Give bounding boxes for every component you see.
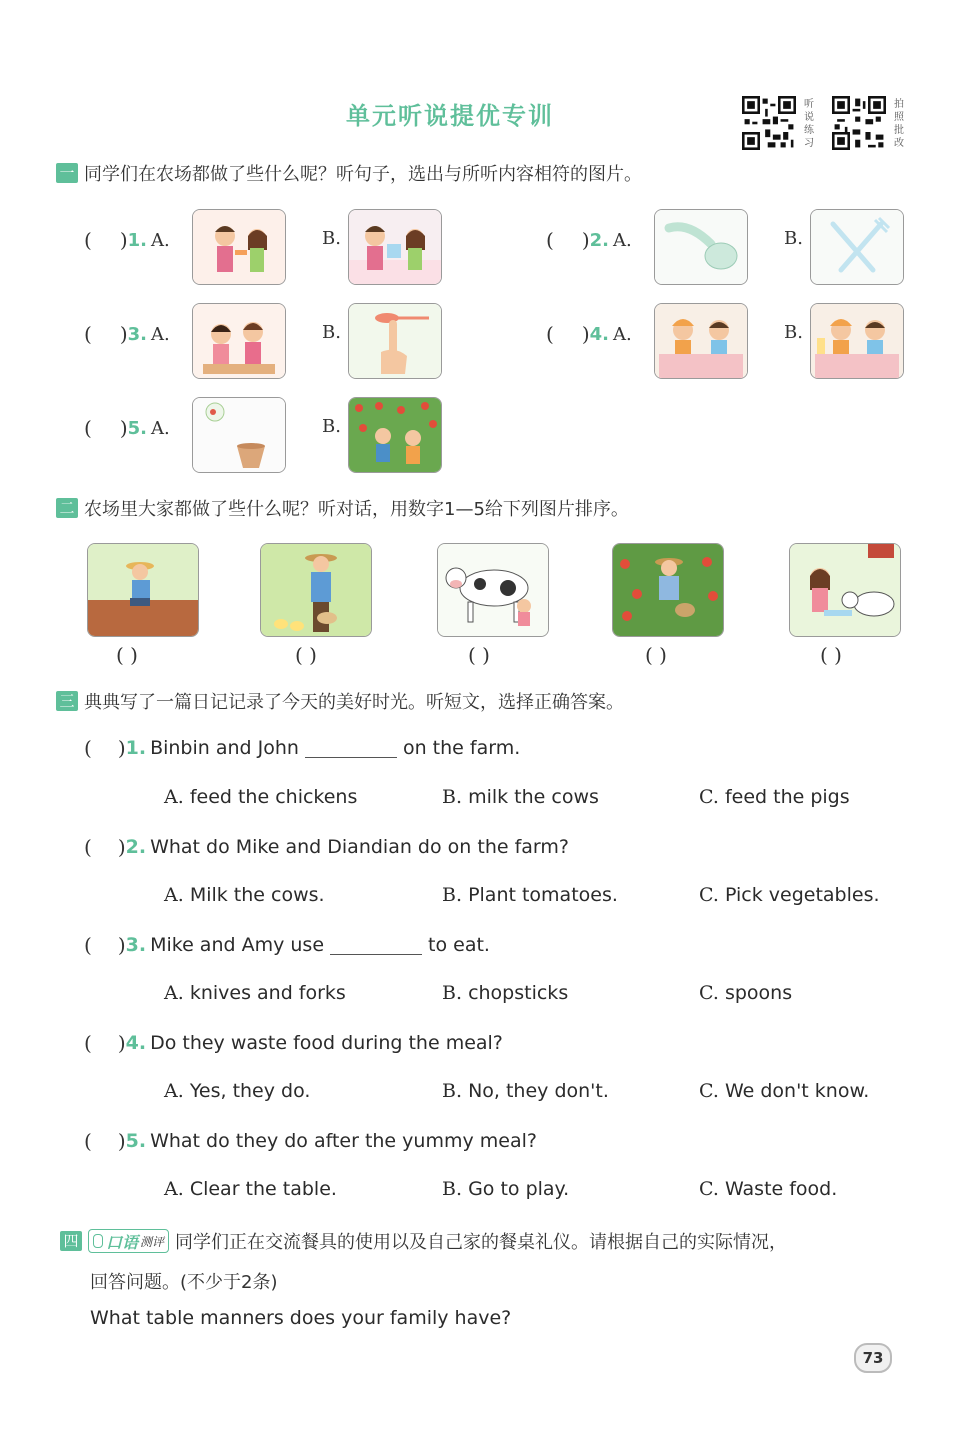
question-number: 3.	[127, 323, 147, 345]
s1-question-3	[84, 322, 170, 346]
s1-question-2	[546, 228, 632, 252]
s2-answer-paren-3[interactable]: ( )	[468, 643, 490, 667]
option-b-label: B.	[322, 228, 341, 249]
s3-question-2	[84, 835, 569, 859]
s1-question-4	[546, 322, 632, 346]
answer-paren-close: )	[119, 416, 128, 440]
s2-answer-paren-5[interactable]: ( )	[820, 643, 842, 667]
microphone-icon	[93, 1234, 103, 1248]
answer-paren-close: )	[117, 933, 126, 957]
qr-code-photo-correction[interactable]	[832, 96, 886, 150]
answer-paren-open[interactable]: (	[84, 416, 92, 440]
question-number: 4.	[125, 1032, 147, 1054]
answer-paren-close: )	[581, 228, 590, 252]
s1q2-option-b	[784, 228, 803, 249]
question-stem: What do they do after the yummy meal?	[150, 1130, 537, 1152]
s1q2-picture-a[interactable]	[654, 209, 748, 285]
s3q4-option-a[interactable]: A. Yes, they do.	[164, 1080, 311, 1102]
s3q3-option-c[interactable]: C. spoons	[699, 982, 793, 1004]
answer-paren-close: )	[117, 736, 126, 760]
question-stem-end: on the farm.	[402, 737, 521, 759]
question-number: 2.	[589, 229, 609, 251]
s1q4-option-b	[784, 322, 803, 343]
question-stem: Binbin and John	[150, 737, 299, 759]
option-a-label: A.	[151, 229, 170, 251]
question-number: 5.	[125, 1130, 147, 1152]
s3q1-option-c[interactable]: C. feed the pigs	[699, 786, 850, 808]
answer-paren-close: )	[581, 322, 590, 346]
option-b-label: B.	[322, 322, 341, 343]
option-a-label: A.	[151, 417, 170, 439]
section4-question: What table manners does your family have?	[90, 1307, 512, 1329]
option-b-label: B.	[784, 228, 803, 249]
section4-heading	[60, 1228, 787, 1254]
question-number: 4.	[589, 323, 609, 345]
section4-badge: 四	[60, 1231, 82, 1251]
s1q3-picture-b[interactable]	[348, 303, 442, 379]
option-a-label: A.	[613, 323, 632, 345]
s2-answer-paren-4[interactable]: ( )	[645, 643, 667, 667]
s3q4-option-c[interactable]: C. We don't know.	[699, 1080, 870, 1102]
answer-paren-open[interactable]: (	[84, 228, 92, 252]
s3q3-option-b[interactable]: B. chopsticks	[442, 982, 569, 1004]
s1q1-picture-b[interactable]	[348, 209, 442, 285]
s2-picture-planting[interactable]	[87, 543, 199, 637]
option-b-label: B.	[322, 416, 341, 437]
s3q2-option-c[interactable]: C. Pick vegetables.	[699, 884, 880, 906]
answer-paren-open[interactable]: (	[84, 322, 92, 346]
option-a-label: A.	[151, 323, 170, 345]
section2-heading	[56, 495, 629, 521]
s2-picture-feeding-chickens[interactable]	[260, 543, 372, 637]
option-a-label: A.	[613, 229, 632, 251]
oral-tag-sub: 测评	[140, 1234, 165, 1249]
s1q1-picture-a[interactable]	[192, 209, 286, 285]
answer-paren-close: )	[117, 1129, 126, 1153]
s3q2-option-b[interactable]: B. Plant tomatoes.	[442, 884, 618, 906]
s1q4-picture-b[interactable]	[810, 303, 904, 379]
question-number: 1.	[125, 737, 147, 759]
s1-question-5	[84, 416, 170, 440]
qr-photo-label: 拍照批改	[894, 99, 904, 149]
oral-assessment-tag[interactable]	[88, 1229, 169, 1253]
section1-instruction: 同学们在农场都做了些什么呢？听句子，选出与所听内容相符的图片。	[84, 164, 642, 185]
answer-paren-open[interactable]: (	[84, 835, 92, 859]
section1-badge: 一	[56, 163, 78, 183]
question-stem: Do they waste food during the meal?	[150, 1032, 503, 1054]
answer-paren-open[interactable]: (	[546, 228, 554, 252]
s3-question-4	[84, 1031, 503, 1055]
answer-paren-close: )	[117, 1031, 126, 1055]
s1q4-picture-a[interactable]	[654, 303, 748, 379]
page-number: 73	[854, 1343, 892, 1373]
s1q5-picture-b[interactable]	[348, 397, 442, 473]
s1q3-option-b	[322, 322, 341, 343]
s3q3-option-a[interactable]: A. knives and forks	[164, 982, 346, 1004]
answer-paren-close: )	[117, 835, 126, 859]
question-stem: What do Mike and Diandian do on the farm?	[150, 836, 569, 858]
answer-paren-close: )	[119, 322, 128, 346]
s2-picture-girl-and-cow[interactable]	[789, 543, 901, 637]
question-number: 1.	[127, 229, 147, 251]
option-b-label: B.	[784, 322, 803, 343]
question-stem-end: to eat.	[428, 934, 490, 956]
fill-blank[interactable]	[330, 936, 422, 955]
s3q5-option-c[interactable]: C. Waste food.	[699, 1178, 838, 1200]
section3-instruction: 典典写了一篇日记记录了今天的美好时光。听短文，选择正确答案。	[84, 692, 624, 713]
s2-picture-picking-tomatoes[interactable]	[612, 543, 724, 637]
section2-instruction: 农场里大家都做了些什么呢？听对话，用数字1—5给下列图片排序。	[84, 499, 629, 520]
s1q3-picture-a[interactable]	[192, 303, 286, 379]
question-number: 3.	[125, 934, 147, 956]
s3-question-3	[84, 933, 490, 957]
s3q5-option-b[interactable]: B. Go to play.	[442, 1178, 570, 1200]
section2-badge: 二	[56, 498, 78, 518]
section4-instruction-line2: 回答问题。(不少于2条)	[90, 1272, 278, 1293]
s1q5-picture-a[interactable]	[192, 397, 286, 473]
s3q5-option-a[interactable]: A. Clear the table.	[164, 1178, 337, 1200]
section3-badge: 三	[56, 691, 78, 711]
answer-paren-open[interactable]: (	[546, 322, 554, 346]
oral-tag-main: 口语	[106, 1232, 139, 1252]
question-stem: Mike and Amy use	[150, 934, 325, 956]
answer-paren-open[interactable]: (	[84, 736, 92, 760]
s3-question-1	[84, 736, 520, 760]
section1-heading	[56, 160, 642, 186]
s3q1-option-b[interactable]: B. milk the cows	[442, 786, 599, 808]
qr-listening-label: 听说练习	[804, 99, 814, 149]
s3-question-5	[84, 1129, 537, 1153]
answer-paren-open[interactable]: (	[84, 933, 92, 957]
s1q2-picture-b[interactable]	[810, 209, 904, 285]
question-number: 2.	[125, 836, 147, 858]
s3q1-option-a[interactable]: A. feed the chickens	[164, 786, 358, 808]
s3q4-option-b[interactable]: B. No, they don't.	[442, 1080, 609, 1102]
section3-heading	[56, 688, 624, 714]
qr-code-listening[interactable]	[742, 96, 796, 150]
s3q2-option-a[interactable]: A. Milk the cows.	[164, 884, 325, 906]
s1q1-option-b	[322, 228, 341, 249]
s2-answer-paren-2[interactable]: ( )	[295, 643, 317, 667]
answer-paren-close: )	[119, 228, 128, 252]
section4-instruction-line1: 同学们正在交流餐具的使用以及自己家的餐桌礼仪。请根据自己的实际情况，	[175, 1232, 788, 1253]
question-number: 5.	[127, 417, 147, 439]
fill-blank[interactable]	[305, 739, 397, 758]
answer-paren-open[interactable]: (	[84, 1031, 92, 1055]
s1-question-1	[84, 228, 170, 252]
answer-paren-open[interactable]: (	[84, 1129, 92, 1153]
s1q5-option-b	[322, 416, 341, 437]
page-title: 单元听说提优专训	[346, 102, 554, 130]
s2-answer-paren-1[interactable]: ( )	[116, 643, 138, 667]
s2-picture-milking-cow[interactable]	[437, 543, 549, 637]
